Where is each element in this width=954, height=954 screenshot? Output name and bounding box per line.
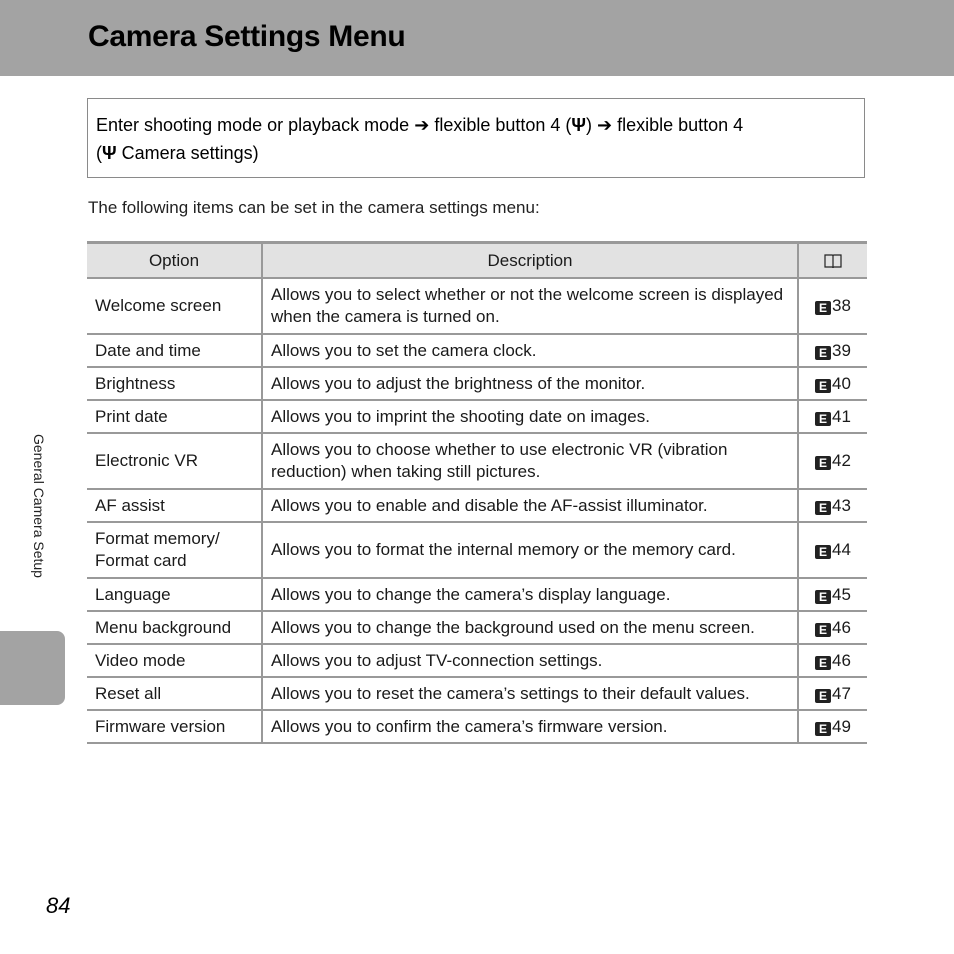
reference-page-number: 38 [832,296,851,315]
column-header-description: Description [262,243,798,279]
reference-page-number: 39 [832,340,851,360]
description-cell: Allows you to change the background used on the menu screen. [262,611,798,644]
wrench-icon: Ψ [571,115,586,135]
reference-cell [798,611,867,644]
reference-page-number: 41 [832,406,851,426]
table-row [87,611,867,644]
table-row [87,433,867,489]
table-row [87,710,867,743]
reference-cell [798,710,867,743]
column-header-reference [798,243,867,279]
nav-text: ( [96,143,102,163]
table-row [87,677,867,710]
arrow-icon: ➔ [597,115,613,135]
table-header-row [87,243,867,279]
table-row [87,522,867,578]
nav-text: ) [585,115,592,135]
option-cell: Print date [87,400,262,433]
nav-text: Enter shooting mode or playback mode [96,115,410,135]
description-cell: Allows you to adjust TV-connection settings. [262,644,798,677]
reference-cell [798,334,867,367]
reference-cell [798,400,867,433]
reference-cell [798,433,867,489]
page-title: Camera Settings Menu [88,20,406,53]
option-cell: Language [87,578,262,611]
nav-text: flexible button 4 [617,115,744,135]
reference-page-number: 43 [832,495,851,515]
table-row [87,578,867,611]
book-icon [823,253,843,269]
option-cell: Video mode [87,644,262,677]
description-cell: Allows you to choose whether to use electronic VR (vibration reduction) when taking still pictures. [262,433,798,489]
reference-page-number: 46 [832,617,851,637]
option-cell: Brightness [87,367,262,400]
nav-text: flexible button 4 ( [434,115,572,135]
description-cell: Allows you to imprint the shooting date on images. [262,400,798,433]
option-cell: AF assist [87,489,262,522]
table-row [87,334,867,367]
section-tab [0,631,65,705]
option-cell: Menu background [87,611,262,644]
option-cell: Electronic VR [87,433,262,489]
reference-section-icon: E [815,590,831,604]
reference-section-icon: E [815,656,831,670]
reference-section-icon: E [815,722,831,736]
reference-cell [798,278,867,334]
reference-section-icon: E [815,545,831,559]
intro-text: The following items can be set in the camera settings menu: [88,198,540,217]
arrow-icon: ➔ [414,115,430,135]
reference-section-icon: E [815,346,831,360]
reference-cell [798,522,867,578]
reference-cell [798,677,867,710]
option-cell: Format memory/ Format card [87,522,262,578]
reference-page-number: 47 [832,683,851,703]
reference-page-number: 49 [832,716,851,736]
table-row [87,367,867,400]
reference-section-icon: E [815,456,831,470]
page-number: 84 [46,893,71,918]
section-label: General Camera Setup [31,434,47,578]
option-cell: Welcome screen [87,278,262,334]
reference-section-icon: E [815,379,831,393]
reference-section-icon: E [815,301,831,315]
description-cell: Allows you to enable and disable the AF-assist illuminator. [262,489,798,522]
description-cell: Allows you to select whether or not the welcome screen is displayed when the camera is turned on. [262,278,798,334]
reference-page-number: 40 [832,373,851,393]
reference-section-icon: E [815,689,831,703]
table-row [87,489,867,522]
description-cell: Allows you to format the internal memory or the memory card. [262,522,798,578]
column-header-option: Option [87,243,262,279]
reference-cell [798,367,867,400]
reference-page-number: 42 [832,451,851,470]
reference-section-icon: E [815,623,831,637]
reference-page-number: 46 [832,650,851,670]
reference-page-number: 44 [832,540,851,559]
nav-line-2 [96,139,856,167]
table-row [87,278,867,334]
reference-cell [798,489,867,522]
nav-text: Camera settings) [121,143,259,163]
wrench-icon: Ψ [102,143,117,163]
reference-section-icon: E [815,501,831,515]
reference-page-number: 45 [832,584,851,604]
option-cell: Firmware version [87,710,262,743]
description-cell: Allows you to confirm the camera’s firmware version. [262,710,798,743]
navigation-instructions [87,98,865,178]
option-cell: Date and time [87,334,262,367]
reference-cell [798,644,867,677]
description-cell: Allows you to adjust the brightness of the monitor. [262,367,798,400]
description-cell: Allows you to reset the camera’s settings to their default values. [262,677,798,710]
table-body [87,278,867,743]
option-cell: Reset all [87,677,262,710]
description-cell: Allows you to set the camera clock. [262,334,798,367]
reference-section-icon: E [815,412,831,426]
table-row [87,644,867,677]
settings-table [87,241,867,744]
nav-line-1 [96,111,856,139]
table-row [87,400,867,433]
reference-cell [798,578,867,611]
description-cell: Allows you to change the camera’s display language. [262,578,798,611]
